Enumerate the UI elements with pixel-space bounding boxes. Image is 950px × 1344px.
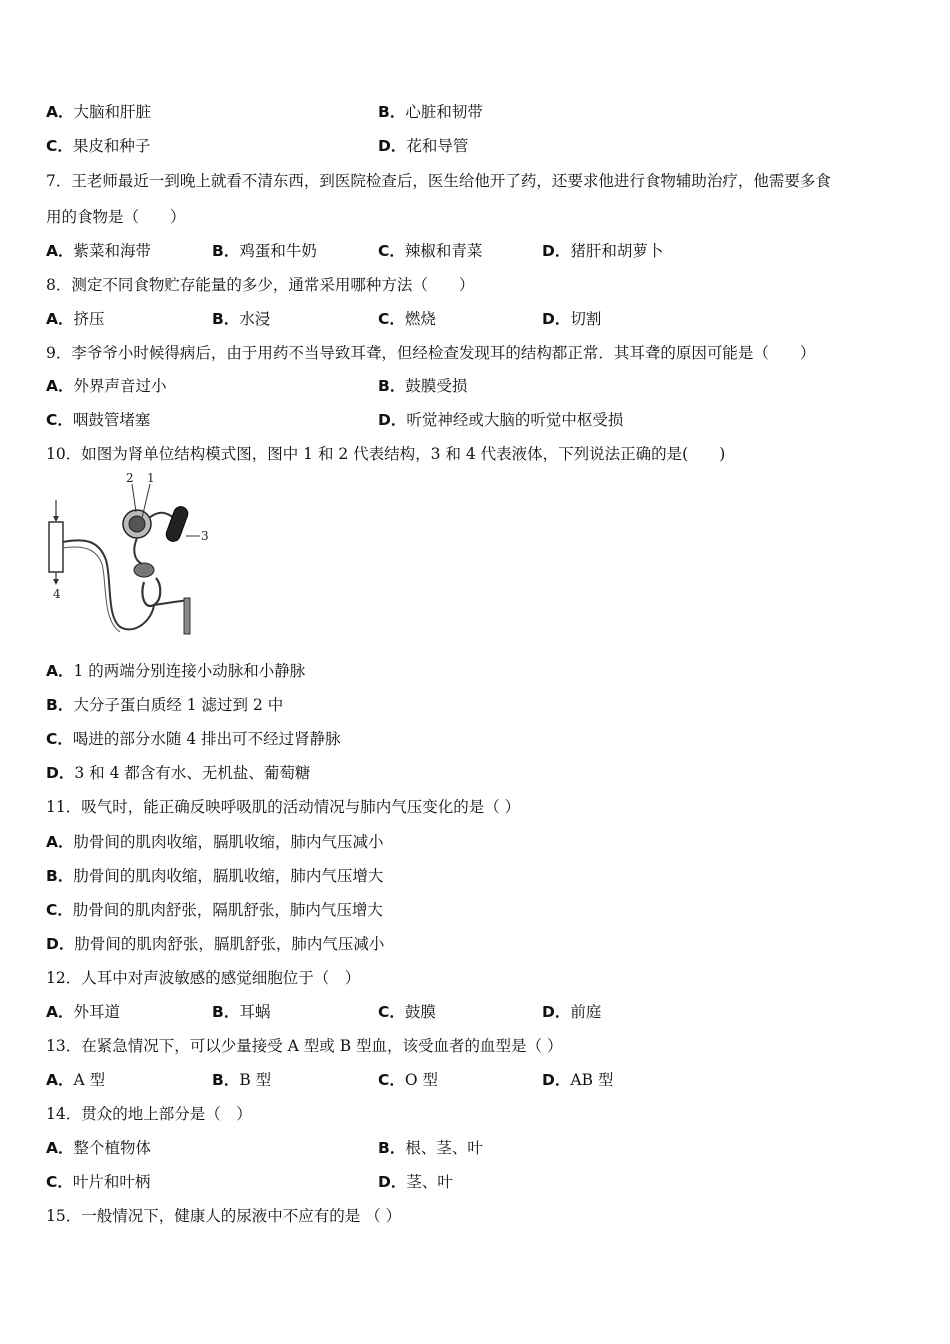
q9-option-c: C．咽鼓管堵塞 xyxy=(46,411,151,429)
label-2-leader xyxy=(132,484,136,512)
q14-option-b: B．根、茎、叶 xyxy=(378,1139,483,1157)
q7-stem-line2: 用的食物是（ ） xyxy=(46,208,186,226)
q8-option-c: C．燃烧 xyxy=(378,310,436,328)
tubule-loop xyxy=(142,578,160,606)
blood-vessel xyxy=(164,505,189,544)
q13-option-d: D．AB 型 xyxy=(542,1071,614,1089)
label-3: 3 xyxy=(201,529,209,543)
label-1: 1 xyxy=(147,471,155,485)
q7-option-d: D．猪肝和胡萝卜 xyxy=(542,242,664,260)
arrow-head-top xyxy=(53,516,59,522)
label-4: 4 xyxy=(53,587,61,601)
q10-option-c: C．喝进的部分水随 4 排出可不经过肾静脉 xyxy=(46,730,341,748)
q9-stem: 9．李爷爷小时候得病后，由于用药不当导致耳聋，但经检查发现耳的结构都正常．其耳聋的原因可能是（ ） xyxy=(46,344,816,362)
q7-option-c: C．辣椒和青菜 xyxy=(378,242,483,260)
q12-stem: 12．人耳中对声波敏感的感觉细胞位于（ ） xyxy=(46,969,361,987)
q10-option-d: D．3 和 4 都含有水、无机盐、葡萄糖 xyxy=(46,764,311,782)
q6-option-a: A．大脑和肝脏 xyxy=(46,103,152,121)
q6-option-c: C．果皮和种子 xyxy=(46,137,151,155)
q11-option-d: D．肋骨间的肌肉舒张，膈肌舒张，肺内气压减小 xyxy=(46,935,385,953)
q15-stem: 15．一般情况下，健康人的尿液中不应有的是 （ ） xyxy=(46,1207,402,1225)
q13-option-a: A．A 型 xyxy=(46,1071,106,1089)
glomerulus xyxy=(129,516,145,532)
q6-option-d: D．花和导管 xyxy=(378,137,469,155)
q14-option-d: D．茎、叶 xyxy=(378,1173,453,1191)
arrow-head-bottom xyxy=(53,579,59,585)
q7-stem-line1: 7．王老师最近一到晚上就看不清东西，到医院检查后，医生给他开了药，还要求他进行食物辅助治疗，他需要多食 xyxy=(46,172,831,190)
q7-option-b: B．鸡蛋和牛奶 xyxy=(212,242,317,260)
q11-option-c: C．肋骨间的肌肉舒张，隔肌舒张，肺内气压增大 xyxy=(46,901,383,919)
q12-option-d: D．前庭 xyxy=(542,1003,602,1021)
afferent-arteriole xyxy=(149,513,174,518)
q10-option-b: B．大分子蛋白质经 1 滤过到 2 中 xyxy=(46,696,284,714)
q14-option-c: C．叶片和叶柄 xyxy=(46,1173,151,1191)
q8-option-b: B．水浸 xyxy=(212,310,271,328)
label-2: 2 xyxy=(126,471,134,485)
q8-stem: 8．测定不同食物贮存能量的多少，通常采用哪种方法（ ） xyxy=(46,276,475,294)
q8-option-d: D．切割 xyxy=(542,310,602,328)
q9-option-d: D．听觉神经或大脑的听觉中枢受损 xyxy=(378,411,624,429)
q8-option-a: A．挤压 xyxy=(46,310,105,328)
nephron-diagram xyxy=(44,470,219,636)
q13-option-b: B．B 型 xyxy=(212,1071,272,1089)
q11-option-a: A．肋骨间的肌肉收缩，膈肌收缩，肺内气压减小 xyxy=(46,833,384,851)
q6-option-b: B．心脏和韧带 xyxy=(378,103,483,121)
proximal-tubule xyxy=(134,538,142,564)
q12-option-c: C．鼓膜 xyxy=(378,1003,436,1021)
q10-stem: 10．如图为肾单位结构模式图，图中 1 和 2 代表结构，3 和 4 代表液体，下列说法正确的是( ) xyxy=(46,445,726,463)
q9-option-a: A．外界声音过小 xyxy=(46,377,167,395)
q7-option-a: A．紫菜和海带 xyxy=(46,242,152,260)
q10-option-a: A．1 的两端分别连接小动脉和小静脉 xyxy=(46,662,306,680)
q12-option-b: B．耳蜗 xyxy=(212,1003,271,1021)
renal-vein xyxy=(184,598,190,634)
collecting-duct xyxy=(49,522,63,572)
renal-tubule xyxy=(63,540,154,629)
q14-stem: 14．贯众的地上部分是（ ） xyxy=(46,1105,252,1123)
q11-stem: 11．吸气时，能正确反映呼吸肌的活动情况与肺内气压变化的是（ ） xyxy=(46,798,521,816)
q14-option-a: A．整个植物体 xyxy=(46,1139,152,1157)
renal-tubule-outer xyxy=(63,547,120,632)
q11-option-b: B．肋骨间的肌肉收缩，膈肌收缩，肺内气压增大 xyxy=(46,867,384,885)
tubule-coil xyxy=(134,563,154,577)
q9-option-b: B．鼓膜受损 xyxy=(378,377,468,395)
q13-option-c: C．O 型 xyxy=(378,1071,439,1089)
q13-stem: 13．在紧急情况下，可以少量接受 A 型或 B 型血，该受血者的血型是（ ） xyxy=(46,1037,563,1055)
q12-option-a: A．外耳道 xyxy=(46,1003,121,1021)
